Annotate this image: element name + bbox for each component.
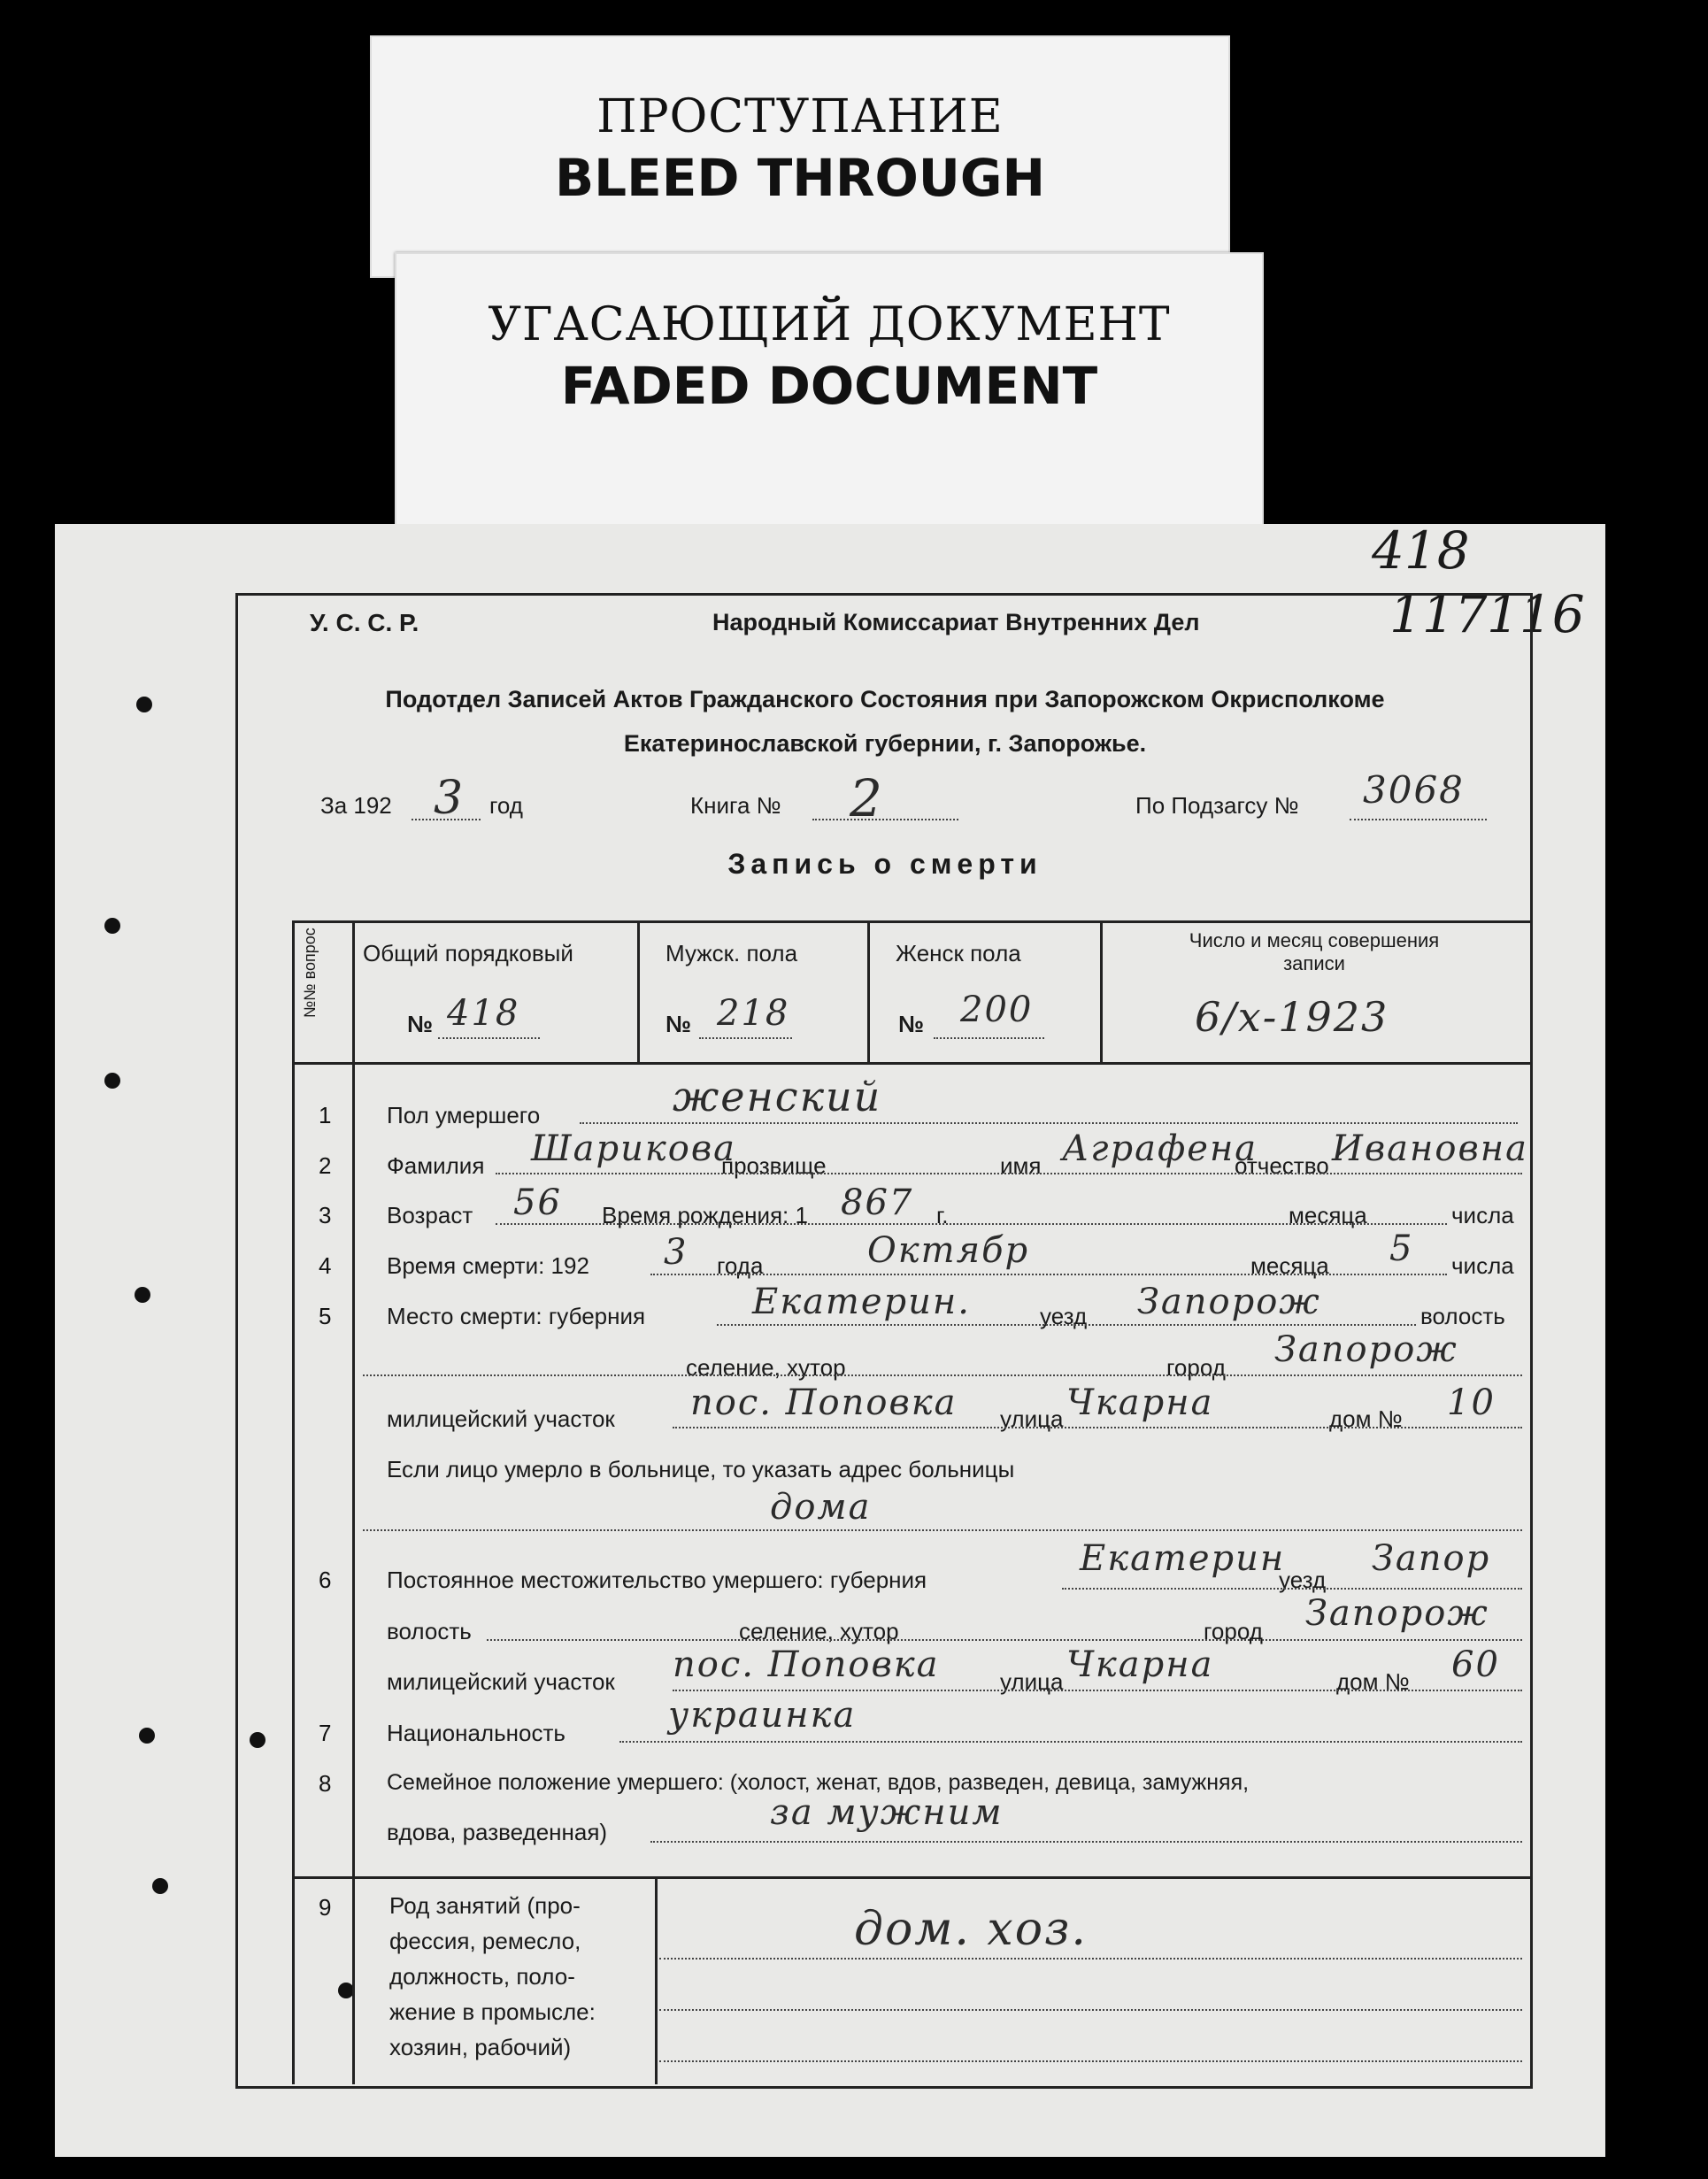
surname-label: Фамилия [387,1152,485,1179]
patronymic-value: Ивановна [1332,1128,1528,1169]
hospital-label: Если лицо умерло в больнице, то указать адрес больницы [387,1456,1015,1482]
death-gorod-value: Запорож [1274,1329,1458,1370]
punch-hole [136,697,152,712]
surname-value: Шарикова [531,1128,736,1169]
year-suffix: год [489,792,523,819]
row-number: 8 [319,1770,332,1797]
residence-gorod-label: город [1204,1618,1263,1644]
subdivision-line2: Екатеринославской губернии, г. Запорожье. [623,730,1147,757]
line-dots [650,1841,1522,1843]
column-line [867,920,870,1062]
line-dots [659,2060,1522,2062]
sex-label: Пол умершего [387,1102,541,1128]
male-label: Мужск. пола [666,940,798,966]
death-militia-label: милицейский участок [387,1405,615,1432]
death-uezd-label: уезд [1040,1303,1088,1329]
birth-day-label: числа [1451,1202,1514,1228]
commissariat-label: Народный Комиссариат Внутренних Дел [712,609,1200,635]
year-value: 3 [434,772,465,825]
faded-document-en: FADED DOCUMENT [560,356,1098,416]
line-dots [363,1374,1522,1376]
death-gorod-label: город [1166,1354,1226,1381]
column-line [637,920,640,1062]
hospital-value: дома [770,1487,872,1528]
line-dots [363,1529,1522,1531]
row-number: 6 [319,1567,332,1593]
name-value: Аграфена [1062,1128,1258,1169]
subzags-label: По Подзагсу № [1135,792,1299,819]
faded-document-ru: УГАСАЮЩИЙ ДОКУМЕНТ [488,298,1171,351]
sex-value: женский [673,1073,882,1120]
general-value: 418 [447,993,520,1034]
punch-hole [104,1073,120,1089]
death-uezd-value: Запорож [1137,1282,1321,1322]
death-house-label: дом № [1329,1405,1403,1432]
punch-hole [152,1878,168,1894]
death-month-value: Октябр [867,1230,1030,1271]
column-line [1100,920,1103,1062]
general-no: № [407,1011,433,1037]
residence-gub-value: Екатерин [1080,1538,1286,1579]
subzags-value: 3068 [1363,768,1465,812]
column-line [292,920,295,2084]
row-number: 9 [319,1894,332,1921]
death-militia-value: пос. Поповка [690,1382,958,1423]
punch-hole [139,1728,155,1744]
punch-hole [104,918,120,934]
subdivision-line1: Подотдел Записей Актов Гражданского Состояния при Запорожском Окрисполкоме [385,686,1385,712]
birth-g-label: г. [936,1202,949,1228]
general-label: Общий порядковый [363,940,573,966]
bleed-through-en: BLEED THROUGH [554,148,1046,208]
occupation-label-1: Род занятий (про- [389,1892,581,1919]
age-value: 56 [513,1182,562,1223]
line-dots [659,2009,1522,2011]
residence-gorod-value: Запорож [1305,1593,1489,1634]
subzags-dots [1350,819,1487,820]
occupation-label-3: должность, поло- [389,1963,575,1990]
patronymic-label: отчество [1235,1152,1329,1179]
occupation-label-5: хозяин, рабочий) [389,2034,572,2060]
residence-militia-value: пос. Поповка [673,1644,940,1685]
column-line [655,1876,658,2084]
occupation-label-4: жение в промысле: [389,1998,596,2025]
table-line [292,1062,1531,1065]
record-title: Запись о смерти [727,848,1042,880]
bleed-through-card [370,35,1230,278]
nationality-value: украинка [668,1695,857,1736]
death-year-value: 3 [664,1232,689,1273]
residence-street-value: Чкарна [1066,1644,1214,1685]
book-value: 2 [850,768,884,828]
line-dots [619,1741,1522,1743]
line-dots [487,1639,1522,1641]
residence-house-label: дом № [1336,1668,1410,1695]
residence-street-label: улица [1000,1668,1064,1695]
death-selo-label: селение, хутор [686,1354,846,1381]
marital-label-2: вдова, разведенная) [387,1819,608,1845]
line-dots [717,1324,1416,1326]
death-volost-label: волость [1420,1303,1505,1329]
age-label: Возраст [387,1202,473,1228]
line-dots [673,1690,1522,1691]
table-line [292,1876,1531,1879]
general-dots [438,1037,540,1039]
republic-label: У. С. С. Р. [310,609,419,636]
female-no: № [898,1011,924,1037]
line-dots [659,1958,1522,1960]
residence-selo-label: селение, хутор [739,1618,899,1644]
residence-militia-label: милицейский участок [387,1668,615,1695]
row-number: 3 [319,1202,332,1228]
birth-value: 867 [841,1182,914,1223]
death-house-value: 10 [1447,1382,1496,1423]
book-dots [812,819,958,820]
residence-label: Постоянное местожительство умершего: губерния [387,1567,927,1593]
date-value: 6/х-1923 [1195,993,1389,1041]
line-dots [1062,1588,1522,1590]
name-label: имя [1000,1152,1042,1179]
birth-month-label: месяца [1289,1202,1367,1228]
residence-uezd-value: Запор [1372,1538,1491,1579]
line-dots [650,1274,1447,1275]
date-label-1: Число и месяц совершения [1189,929,1440,951]
death-street-value: Чкарна [1066,1382,1214,1423]
row-number: 4 [319,1252,332,1279]
death-day-label: числа [1451,1252,1514,1279]
table-line [292,920,1531,923]
year-prefix: За 192 [320,792,392,819]
residence-uezd-label: уезд [1279,1567,1327,1593]
punch-hole [135,1287,150,1303]
row-number: 5 [319,1303,332,1329]
occupation-value: дом. хоз. [854,1903,1088,1956]
line-dots [673,1427,1522,1428]
marital-value: за мужним [770,1792,1004,1833]
residence-house-value: 60 [1451,1644,1500,1685]
faded-document-card [395,252,1264,539]
death-gub-value: Екатерин. [752,1282,971,1322]
death-time-label: Время смерти: 192 [387,1252,589,1279]
male-value: 218 [717,993,790,1034]
line-dots [496,1173,1522,1174]
residence-volost-label: волость [387,1618,472,1644]
male-dots [699,1037,792,1039]
row-number: 7 [319,1720,332,1746]
nationality-label: Национальность [387,1720,565,1746]
female-label: Женск пола [896,940,1021,966]
corner-note-right: 116 [1487,584,1585,644]
bleed-through-ru: ПРОСТУПАНИЕ [596,90,1004,143]
corner-note-top: 418 [1372,520,1470,581]
corner-note-left: 117 [1389,584,1488,644]
female-dots [934,1037,1044,1039]
question-number-label: №№ вопрос [301,928,319,1018]
line-dots [496,1223,1447,1225]
death-year-suffix: года [717,1252,764,1279]
birth-label: Время рождения: 1 [602,1202,808,1228]
book-label: Книга № [690,792,781,819]
female-value: 200 [960,989,1034,1030]
nickname-label: прозвище [721,1152,827,1179]
death-street-label: улица [1000,1405,1064,1432]
occupation-label-2: фессия, ремесло, [389,1928,581,1954]
death-place-label: Место смерти: губерния [387,1303,646,1329]
row-number: 1 [319,1102,332,1128]
male-no: № [666,1011,691,1037]
column-line [352,920,355,2084]
death-month-label: месяца [1250,1252,1329,1279]
death-day-value: 5 [1389,1228,1414,1269]
line-dots [580,1122,1518,1124]
year-dots [412,819,481,820]
row-number: 2 [319,1152,332,1179]
date-label-2: записи [1283,952,1345,974]
marital-label: Семейное положение умершего: (холост, женат, вдов, разведен, девица, замужняя, [387,1770,1250,1795]
